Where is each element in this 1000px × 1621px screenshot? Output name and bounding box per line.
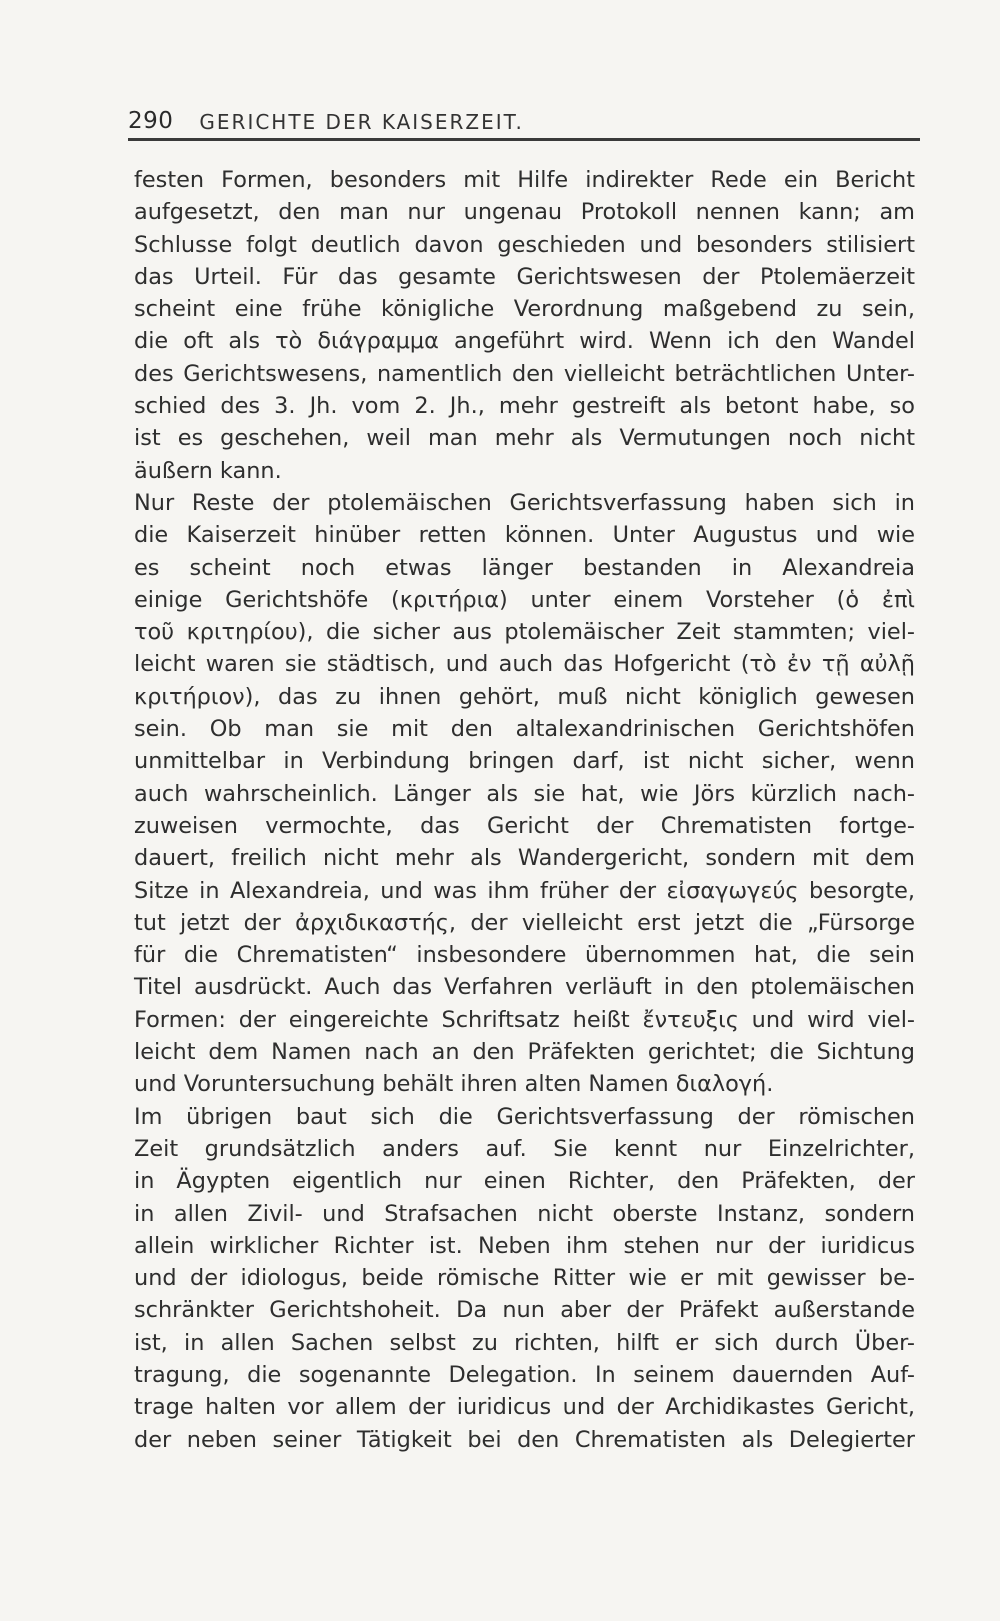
text-line: dauert, freilich nicht mehr als Wandergericht, sondern mit dem [134,845,915,872]
text-line: schränkter Gerichtshoheit. Da nun aber der Präfekt außerstande [134,1297,915,1324]
text-line: tragung, die sogenannte Delegation. In seinem dauernden Auf- [134,1361,915,1388]
text-line: ist, in allen Sachen selbst zu richten, hilft er sich durch Über- [134,1329,915,1356]
text-line: ist es geschehen, weil man mehr als Vermutungen noch nicht [134,425,915,452]
text-line: zuweisen vermochte, das Gericht der Chrematisten fortge- [134,812,915,839]
text-line: schied des 3. Jh. vom 2. Jh., mehr gestreift als betont habe, so [134,393,915,420]
text-line: und Voruntersuchung behält ihren alten Namen διαλογή. [134,1071,774,1098]
text-line: Zeit grundsätzlich anders auf. Sie kennt nur Einzelrichter, [134,1135,915,1162]
text-line: tut jetzt der ἀρχιδικαστής, der vielleicht erst jetzt die „Fürsorge [134,909,915,936]
body-text [134,164,915,1456]
text-line: κριτήριον), das zu ihnen gehört, muß nicht königlich gewesen [134,683,915,710]
text-line: unmittelbar in Verbindung bringen darf, ist nicht sicher, wenn [134,748,915,775]
text-line: Nur Reste der ptolemäischen Gerichtsverfassung haben sich in [134,489,915,516]
text-line: festen Formen, besonders mit Hilfe indirekter Rede ein Bericht [134,167,915,193]
text-line: Schlusse folgt deutlich davon geschieden und besonders stilisiert [134,231,915,258]
text-line: allein wirklicher Richter ist. Neben ihm stehen nur der iuridicus [134,1232,915,1259]
text-line: die Kaiserzeit hinüber retten können. Unter Augustus und wie [134,522,915,549]
header-rule [128,138,920,141]
text-line: Im übrigen baut sich die Gerichtsverfassung der römischen [134,1103,915,1130]
text-line: trage halten vor allem der iuridicus und der Archidikastes Gericht, [134,1394,915,1421]
text-line: leicht waren sie städtisch, und auch das Hofgericht (τὸ ἐν τῇ αὐλῇ [134,651,915,678]
text-line: auch wahrscheinlich. Länger als sie hat, wie Jörs kürzlich nach- [134,780,915,807]
page-header [128,100,920,134]
text-line: leicht dem Namen nach an den Präfekten gerichtet; die Sichtung [134,1039,915,1066]
text-line: des Gerichtswesens, namentlich den vielleicht beträchtlichen Unter- [134,360,915,387]
text-line: aufgesetzt, den man nur ungenau Protokoll nennen kann; am [134,199,915,226]
text-line: τοῦ κριτηρίου), die sicher aus ptolemäischer Zeit stammten; viel- [134,619,915,646]
page-number: 290 [128,108,174,134]
text-line: der neben seiner Tätigkeit bei den Chrematisten als Delegierter [134,1426,915,1453]
text-line: das Urteil. Für das gesamte Gerichtswesen der Ptolemäerzeit [134,263,915,290]
text-line: für die Chrematisten“ insbesondere übernommen hat, die sein [134,942,915,969]
text-line: einige Gerichtshöfe (κριτήρια) unter einem Vorsteher (ὁ ἐπὶ [134,586,915,613]
text-line: Sitze in Alexandreia, und was ihm früher der εἰσαγωγεύς besorgte, [134,877,915,904]
text-line: Formen: der eingereichte Schriftsatz heißt ἔντευξις und wird viel- [134,1006,915,1033]
text-line: scheint eine frühe königliche Verordnung maßgebend zu sein, [134,296,915,323]
text-line: Titel ausdrückt. Auch das Verfahren verläuft in den ptolemäischen [134,974,915,1001]
text-line: äußern kann. [134,457,282,484]
text-line: es scheint noch etwas länger bestanden in Alexandreia [134,554,915,581]
text-line: und der idiologus, beide römische Ritter wie er mit gewisser be- [134,1265,915,1292]
text-line: die oft als τὸ διάγραμμα angeführt wird. Wenn ich den Wandel [134,328,915,355]
text-line: sein. Ob man sie mit den altalexandrinischen Gerichtshöfen [134,716,915,743]
running-title: GERICHTE DER KAISERZEIT. [199,110,524,134]
text-line: in Ägypten eigentlich nur einen Richter, den Präfekten, der [134,1168,915,1195]
text-line: in allen Zivil- und Strafsachen nicht oberste Instanz, sondern [134,1200,915,1227]
